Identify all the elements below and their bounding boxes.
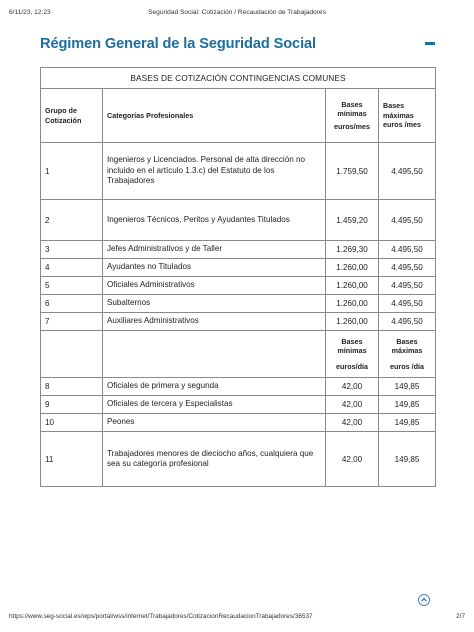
chevron-up-circle-icon[interactable] — [418, 594, 430, 606]
cell-max-base: 4.495,50 — [379, 143, 436, 200]
cell-category: Subalternos — [103, 295, 326, 313]
cell-min-base: 1.459,20 — [326, 200, 379, 241]
contribution-bases-table — [40, 67, 436, 487]
daily-header-row — [41, 331, 436, 378]
header-min-day-line: mínimas — [337, 346, 367, 356]
page-url: https://www.seg-social.es/wps/portal/wss/internet/Trabajadores/CotizacionRecaudacionTrabajadores/36537 — [9, 613, 313, 620]
header-group: Grupo de Cotización — [41, 89, 103, 143]
cell-min-base: 42,00 — [326, 396, 379, 414]
header-max-month-line: máximas — [383, 110, 414, 120]
header-min-month-line: Bases — [341, 99, 363, 109]
cell-max-base: 4.495,50 — [379, 277, 436, 295]
header-max-day — [379, 331, 436, 378]
cell-min-base: 42,00 — [326, 378, 379, 396]
header-min-month-line: euros/mes — [334, 121, 370, 131]
cell-group: 11 — [41, 432, 103, 487]
cell-max-base: 4.495,50 — [379, 295, 436, 313]
minus-icon[interactable] — [425, 42, 435, 45]
cell-category: Oficiales Administrativos — [103, 277, 326, 295]
table-row — [41, 277, 436, 295]
table-row — [41, 241, 436, 259]
print-footer — [0, 613, 474, 625]
cell-max-base: 4.495,50 — [379, 259, 436, 277]
header-min-day — [326, 331, 379, 378]
header-min-month-line: mínimas — [337, 109, 367, 119]
header-max-month-line: euros /mes — [383, 120, 421, 130]
cell-max-base: 149,85 — [379, 414, 436, 432]
cell-category: Auxiliares Administrativos — [103, 313, 326, 331]
print-header — [0, 9, 474, 21]
header-max-day-line: euros /día — [390, 361, 424, 371]
table-row — [41, 396, 436, 414]
table-row — [41, 432, 436, 487]
cell-min-base: 1.759,50 — [326, 143, 379, 200]
cell-category: Oficiales de tercera y Especialistas — [103, 396, 326, 414]
cell-category: Jefes Administrativos y de Taller — [103, 241, 326, 259]
print-datetime: 6/11/23, 12:23 — [9, 9, 51, 16]
cell-group: 2 — [41, 200, 103, 241]
table-row — [41, 200, 436, 241]
header-min-month — [326, 89, 379, 143]
cell-category: Trabajadores menores de dieciocho años, cualquiera que sea su categoría profesional — [103, 432, 326, 487]
table-body — [41, 68, 436, 487]
table-row — [41, 378, 436, 396]
cell-min-base: 1.260,00 — [326, 295, 379, 313]
cell-min-base: 42,00 — [326, 414, 379, 432]
table-row — [41, 259, 436, 277]
cell-max-base: 4.495,50 — [379, 241, 436, 259]
cell-group: 9 — [41, 396, 103, 414]
table-row — [41, 313, 436, 331]
cell-min-base: 1.260,00 — [326, 277, 379, 295]
header-max-month-line: Bases — [383, 101, 405, 111]
cell-category: Ayudantes no Titulados — [103, 259, 326, 277]
header-min-day-line: euros/día — [336, 361, 368, 371]
page-title: Régimen General de la Seguridad Social — [40, 36, 317, 52]
cell-max-base: 4.495,50 — [379, 200, 436, 241]
cell-group: 8 — [41, 378, 103, 396]
header-category: Categorías Profesionales — [103, 89, 326, 143]
cell-category: Peones — [103, 414, 326, 432]
print-title: Seguridad Social: Cotización / Recaudación de Trabajadores — [148, 9, 326, 16]
cell-category: Ingenieros y Licenciados. Personal de alta dirección no incluido en el artículo 1.3.c) del Estatuto de los Trabajadores — [103, 143, 326, 200]
header-max-day-line: máximas — [391, 346, 423, 356]
cell-group: 1 — [41, 143, 103, 200]
cell-group: 7 — [41, 313, 103, 331]
cell-group: 4 — [41, 259, 103, 277]
cell-min-base: 42,00 — [326, 432, 379, 487]
cell-max-base: 4.495,50 — [379, 313, 436, 331]
cell-max-base: 149,85 — [379, 378, 436, 396]
empty-cell — [41, 331, 103, 378]
cell-max-base: 149,85 — [379, 396, 436, 414]
table-row — [41, 414, 436, 432]
page-number: 2/7 — [456, 613, 465, 620]
cell-min-base: 1.269,30 — [326, 241, 379, 259]
cell-category: Ingenieros Técnicos, Peritos y Ayudantes Titulados — [103, 200, 326, 241]
table-row — [41, 143, 436, 200]
cell-category: Oficiales de primera y segunda — [103, 378, 326, 396]
cell-min-base: 1.260,00 — [326, 313, 379, 331]
empty-cell — [103, 331, 326, 378]
cell-group: 5 — [41, 277, 103, 295]
header-min-day-line: Bases — [341, 336, 363, 346]
table-caption: BASES DE COTIZACIÓN CONTINGENCIAS COMUNES — [41, 68, 436, 89]
cell-min-base: 1.260,00 — [326, 259, 379, 277]
cell-max-base: 149,85 — [379, 432, 436, 487]
header-max-day-line: Bases — [396, 336, 418, 346]
cell-group: 3 — [41, 241, 103, 259]
table-row — [41, 295, 436, 313]
cell-group: 10 — [41, 414, 103, 432]
cell-group: 6 — [41, 295, 103, 313]
header-max-month — [379, 89, 436, 143]
